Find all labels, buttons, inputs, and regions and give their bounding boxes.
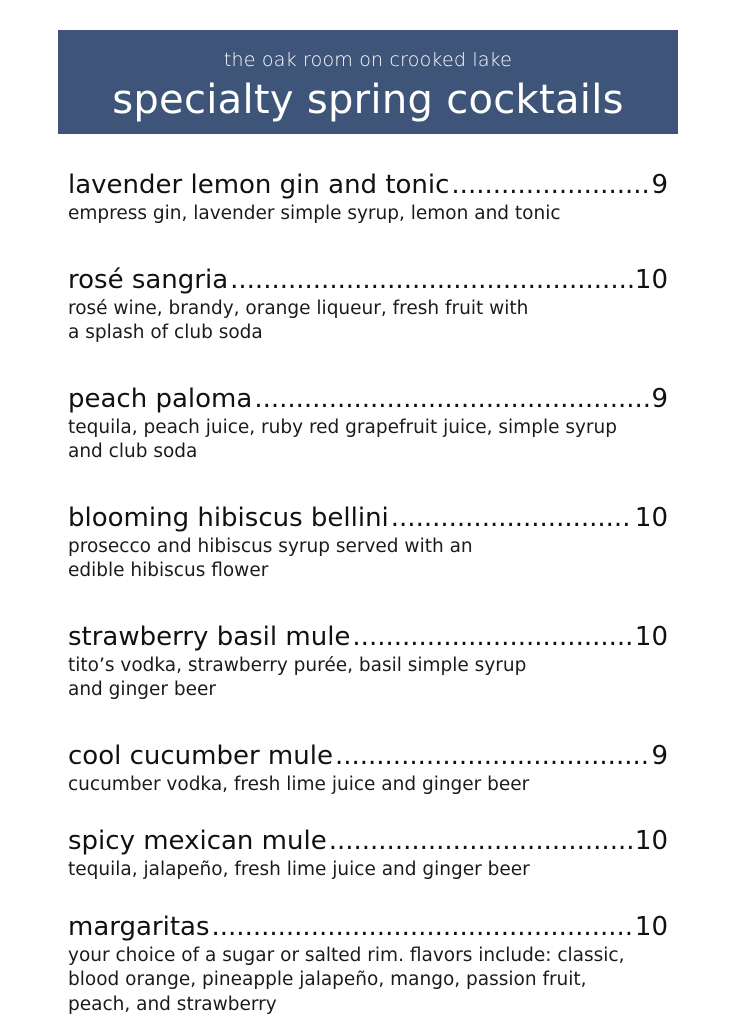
item-name: lavender lemon gin and tonic xyxy=(68,168,449,202)
dot-leader xyxy=(335,739,650,773)
item-name: margaritas xyxy=(68,910,210,944)
item-heading xyxy=(68,168,668,202)
item-heading xyxy=(68,739,668,773)
item-description-line: and club soda xyxy=(68,440,668,465)
item-name: rosé sangria xyxy=(68,263,228,297)
menu-item xyxy=(68,382,668,465)
menu-item xyxy=(68,168,668,227)
item-name: blooming hibiscus bellini xyxy=(68,501,389,535)
menu-item xyxy=(68,620,668,703)
dot-leader xyxy=(391,501,633,535)
item-name: peach paloma xyxy=(68,382,252,416)
item-price: 9 xyxy=(651,739,668,773)
item-description-line: prosecco and hibiscus syrup served with an xyxy=(68,535,668,560)
item-description-line: and ginger beer xyxy=(68,678,668,703)
item-price: 10 xyxy=(635,824,668,858)
item-description-line: cucumber vodka, fresh lime juice and ginger beer xyxy=(68,773,668,798)
item-name: spicy mexican mule xyxy=(68,824,327,858)
dot-leader xyxy=(254,382,649,416)
item-name: cool cucumber mule xyxy=(68,739,333,773)
item-description-line: a splash of club soda xyxy=(68,321,668,346)
item-description-line: tequila, peach juice, ruby red grapefruit juice, simple syrup xyxy=(68,416,668,441)
menu-item xyxy=(68,739,668,798)
item-name: strawberry basil mule xyxy=(68,620,350,654)
item-price: 10 xyxy=(635,910,668,944)
item-price: 10 xyxy=(635,620,668,654)
dot-leader xyxy=(329,824,633,858)
dot-leader xyxy=(230,263,633,297)
menu-item xyxy=(68,263,668,346)
item-description-line: peach, and strawberry xyxy=(68,993,668,1017)
item-heading xyxy=(68,263,668,297)
item-description-line: tito’s vodka, strawberry purée, basil simple syrup xyxy=(68,654,668,679)
item-price: 9 xyxy=(651,382,668,416)
restaurant-name: the oak room on crooked lake xyxy=(58,49,678,71)
item-description-line: rosé wine, brandy, orange liqueur, fresh fruit with xyxy=(68,297,668,322)
cocktail-list xyxy=(68,168,668,1017)
menu-item xyxy=(68,824,668,883)
item-heading xyxy=(68,824,668,858)
dot-leader xyxy=(451,168,649,202)
item-heading xyxy=(68,620,668,654)
item-heading xyxy=(68,501,668,535)
item-description-line: your choice of a sugar or salted rim. flavors include: classic, xyxy=(68,944,668,969)
item-description-line: empress gin, lavender simple syrup, lemon and tonic xyxy=(68,202,668,227)
dot-leader xyxy=(212,910,633,944)
menu-item xyxy=(68,910,668,1017)
item-price: 9 xyxy=(651,168,668,202)
item-price: 10 xyxy=(635,263,668,297)
dot-leader xyxy=(352,620,632,654)
item-description-line: tequila, jalapeño, fresh lime juice and ginger beer xyxy=(68,858,668,883)
item-heading xyxy=(68,910,668,944)
menu-header xyxy=(58,30,678,134)
item-description-line: edible hibiscus flower xyxy=(68,559,668,584)
menu-title: specialty spring cocktails xyxy=(58,75,678,125)
item-heading xyxy=(68,382,668,416)
item-description-line: blood orange, pineapple jalapeño, mango, passion fruit, xyxy=(68,968,668,993)
menu-item xyxy=(68,501,668,584)
item-price: 10 xyxy=(635,501,668,535)
